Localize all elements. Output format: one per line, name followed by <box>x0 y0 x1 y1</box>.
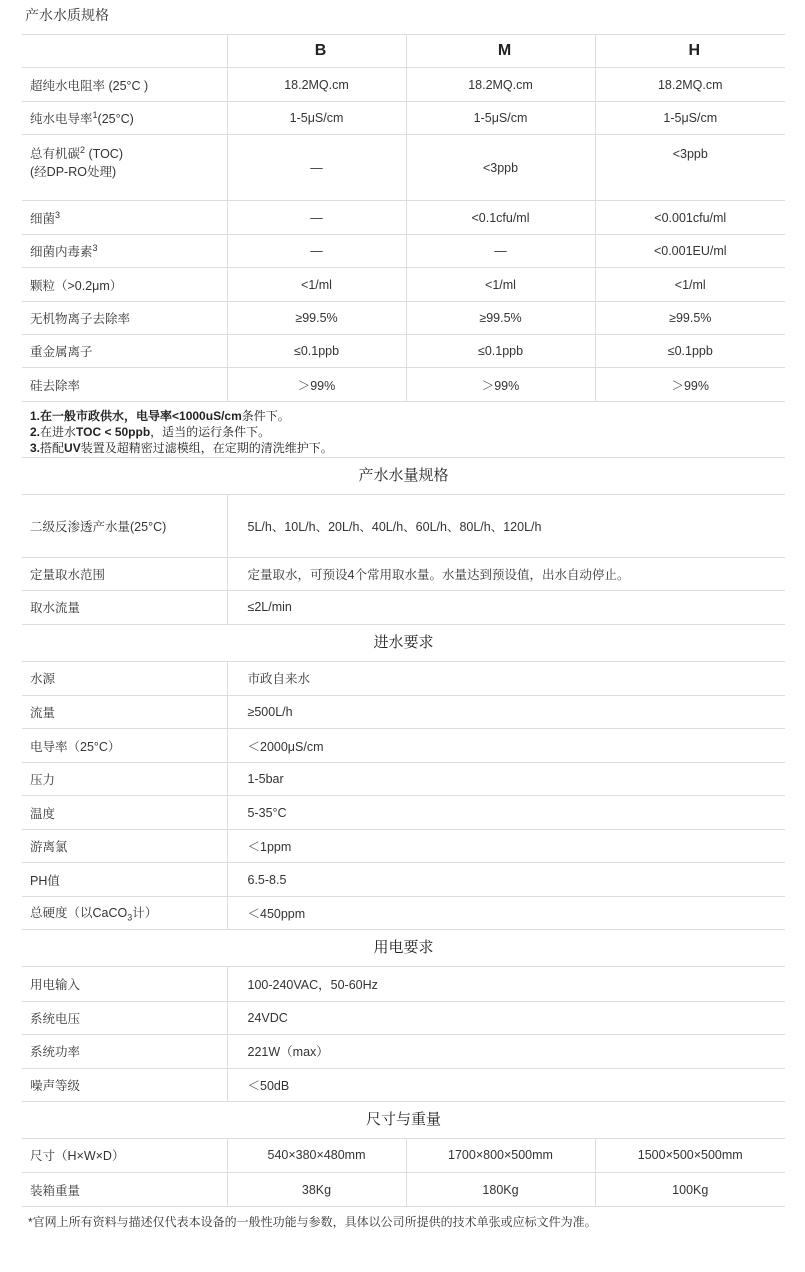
value-b: ＞99% <box>227 368 406 402</box>
row-label: 二级反渗透产水量(25°C) <box>22 495 227 557</box>
power-section-title: 用电要求 <box>22 930 785 967</box>
row-value: ≤2L/min <box>227 590 785 624</box>
inlet-section-title: 进水要求 <box>22 625 785 662</box>
value-b: <1/ml <box>227 268 406 302</box>
row-label: 定量取水范围 <box>22 557 227 590</box>
footnote-number: 2. <box>30 425 41 439</box>
row-value: ＜2000μS/cm <box>227 729 785 763</box>
row-label: 超纯水电阻率 (25°C ) <box>22 68 227 102</box>
header-model-h: H <box>595 35 785 68</box>
row-label: 噪声等级 <box>22 1068 227 1101</box>
value-m: 18.2MQ.cm <box>406 68 595 102</box>
quantity-row <box>22 590 785 624</box>
value-m: <3ppb <box>406 135 595 201</box>
row-label: 流量 <box>22 696 227 729</box>
inlet-row <box>22 897 785 930</box>
value-h: 1500×500×500mm <box>595 1139 785 1173</box>
row-label-text: 细菌内毒素 <box>30 245 93 259</box>
footnotes <box>22 402 785 458</box>
value-m: ≥99.5% <box>406 302 595 335</box>
value-h: 1-5μS/cm <box>595 102 785 135</box>
row-label-tail: (TOC) <box>85 147 123 162</box>
row-value: 5L/h、10L/h、20L/h、40L/h、60L/h、80L/h、120L/h <box>227 495 785 557</box>
row-label: 水源 <box>22 662 227 696</box>
footnote-ref: 3 <box>55 209 61 220</box>
inlet-table <box>22 662 785 931</box>
value-b: — <box>227 235 406 268</box>
value-h: <0.001cfu/ml <box>595 201 785 235</box>
size-row <box>22 1173 785 1207</box>
quantity-row <box>22 557 785 590</box>
value-h: ≤0.1ppb <box>595 335 785 368</box>
quality-table <box>22 34 785 402</box>
row-label: 用电输入 <box>22 967 227 1001</box>
row-value: 定量取水，可预设4个常用取水量。水量达到预设值，出水自动停止。 <box>227 557 785 590</box>
quality-row <box>22 235 785 268</box>
value-m: 180Kg <box>406 1173 595 1207</box>
disclaimer: *官网上所有资料与描述仅代表本设备的一般性功能与参数，具体以公司所提供的技术单张或应标文件为准。 <box>28 1215 597 1229</box>
spec-sheet <box>22 0 785 1230</box>
footnote-text: 在进水 <box>40 425 77 439</box>
footnote-bold: <1000uS/cm <box>172 409 242 423</box>
value-m: <0.1cfu/ml <box>406 201 595 235</box>
value-m: — <box>406 235 595 268</box>
value-m: <1/ml <box>406 268 595 302</box>
row-label <box>22 897 227 930</box>
value-h: <1/ml <box>595 268 785 302</box>
row-value: ＜450ppm <box>227 897 785 930</box>
quality-row <box>22 268 785 302</box>
row-label: 颗粒（>0.2μm） <box>22 268 227 302</box>
quality-row <box>22 68 785 102</box>
inlet-row <box>22 763 785 796</box>
footnote-number: 1. <box>30 409 41 423</box>
row-label: PH值 <box>22 863 227 897</box>
inlet-row <box>22 729 785 763</box>
value-b: ≤0.1ppb <box>227 335 406 368</box>
row-label: 硅去除率 <box>22 368 227 402</box>
row-value: 6.5-8.5 <box>227 863 785 897</box>
value-b: 18.2MQ.cm <box>227 68 406 102</box>
quality-row <box>22 302 785 335</box>
value-h: <0.001EU/ml <box>595 235 785 268</box>
row-label: 系统功率 <box>22 1034 227 1068</box>
inlet-row <box>22 796 785 830</box>
value-m: ＞99% <box>406 368 595 402</box>
footnote-tail: 装置及超精密过滤模组，在定期的清洗维护下。 <box>80 441 333 455</box>
value-m: ≤0.1ppb <box>406 335 595 368</box>
value-b: — <box>227 201 406 235</box>
row-label: 尺寸（H×W×D） <box>22 1139 227 1173</box>
row-label-text: 总有机碳 <box>30 147 81 162</box>
quality-row <box>22 368 785 402</box>
footnote-tail: ，适当的运行条件下。 <box>150 425 271 439</box>
row-label-text: 纯水电导率 <box>30 112 93 126</box>
value-h: <3ppb <box>595 135 785 201</box>
inlet-row <box>22 662 785 696</box>
value-m: 1700×800×500mm <box>406 1139 595 1173</box>
quality-row <box>22 335 785 368</box>
row-label: 温度 <box>22 796 227 830</box>
footnote <box>30 440 785 456</box>
row-label: 游离氯 <box>22 830 227 863</box>
value-h: 18.2MQ.cm <box>595 68 785 102</box>
row-value: 221W（max） <box>227 1034 785 1068</box>
value-h: 100Kg <box>595 1173 785 1207</box>
row-label-tail: 计） <box>132 906 158 921</box>
quality-row <box>22 135 785 201</box>
value-m: 1-5μS/cm <box>406 102 595 135</box>
inlet-row <box>22 830 785 863</box>
quantity-table <box>22 495 785 625</box>
quality-header-row <box>22 35 785 68</box>
row-label: 取水流量 <box>22 590 227 624</box>
header-blank <box>22 35 227 68</box>
row-label: 装箱重量 <box>22 1173 227 1207</box>
header-model-b: B <box>227 35 406 68</box>
row-label: 压力 <box>22 763 227 796</box>
row-label: 系统电压 <box>22 1001 227 1034</box>
row-label-tail: (25°C) <box>97 112 134 126</box>
row-value: 1-5bar <box>227 763 785 796</box>
row-label: 重金属离子 <box>22 335 227 368</box>
footnote-text: 搭配 <box>40 441 65 455</box>
value-b: 540×380×480mm <box>227 1139 406 1173</box>
value-b: ≥99.5% <box>227 302 406 335</box>
value-h: ≥99.5% <box>595 302 785 335</box>
size-section-title: 尺寸与重量 <box>22 1102 785 1139</box>
row-label: 无机物离子去除率 <box>22 302 227 335</box>
size-table <box>22 1139 785 1208</box>
quantity-section-title: 产水水量规格 <box>22 458 785 495</box>
power-table <box>22 967 785 1102</box>
row-value: ＜1ppm <box>227 830 785 863</box>
footnote-ref: 1 <box>92 109 98 120</box>
value-b: 38Kg <box>227 1173 406 1207</box>
footnote-text: 在一般市政供水，电导率 <box>40 409 173 423</box>
value-b: 1-5μS/cm <box>227 102 406 135</box>
row-label: 电导率（25°C） <box>22 729 227 763</box>
power-row <box>22 1001 785 1034</box>
inlet-row <box>22 696 785 729</box>
quantity-row <box>22 495 785 557</box>
power-row <box>22 1034 785 1068</box>
row-label <box>22 102 227 135</box>
footnote <box>30 408 785 424</box>
row-value: 市政自来水 <box>227 662 785 696</box>
footnote-ref: 3 <box>92 242 98 253</box>
row-value: ＜50dB <box>227 1068 785 1101</box>
row-label <box>22 135 227 201</box>
quality-row <box>22 201 785 235</box>
row-label-text: 总硬度（以CaCO <box>30 906 128 921</box>
footnote-number: 3. <box>30 441 41 455</box>
row-label <box>22 235 227 268</box>
row-label-text: 细菌 <box>30 211 56 226</box>
header-model-m: M <box>406 35 595 68</box>
row-value: 100-240VAC，50-60Hz <box>227 967 785 1001</box>
row-label <box>22 201 227 235</box>
row-value: ≥500L/h <box>227 696 785 729</box>
footnote-ref: 2 <box>80 145 86 155</box>
value-h: ＞99% <box>595 368 785 402</box>
size-row <box>22 1139 785 1173</box>
value-b: — <box>227 135 406 201</box>
footnote <box>30 424 785 440</box>
row-label-sub: (经DP-RO处理) <box>30 165 117 180</box>
quality-row <box>22 102 785 135</box>
power-row <box>22 967 785 1001</box>
power-row <box>22 1068 785 1101</box>
footnote-bold: UV <box>64 441 81 455</box>
subscript: 3 <box>127 912 133 923</box>
inlet-row <box>22 863 785 897</box>
row-value: 24VDC <box>227 1001 785 1034</box>
footnote-tail: 条件下。 <box>241 409 290 423</box>
row-value: 5-35°C <box>227 796 785 830</box>
footnote-bold: TOC < 50ppb <box>76 425 151 439</box>
quality-section-title: 产水水质规格 <box>25 7 109 23</box>
